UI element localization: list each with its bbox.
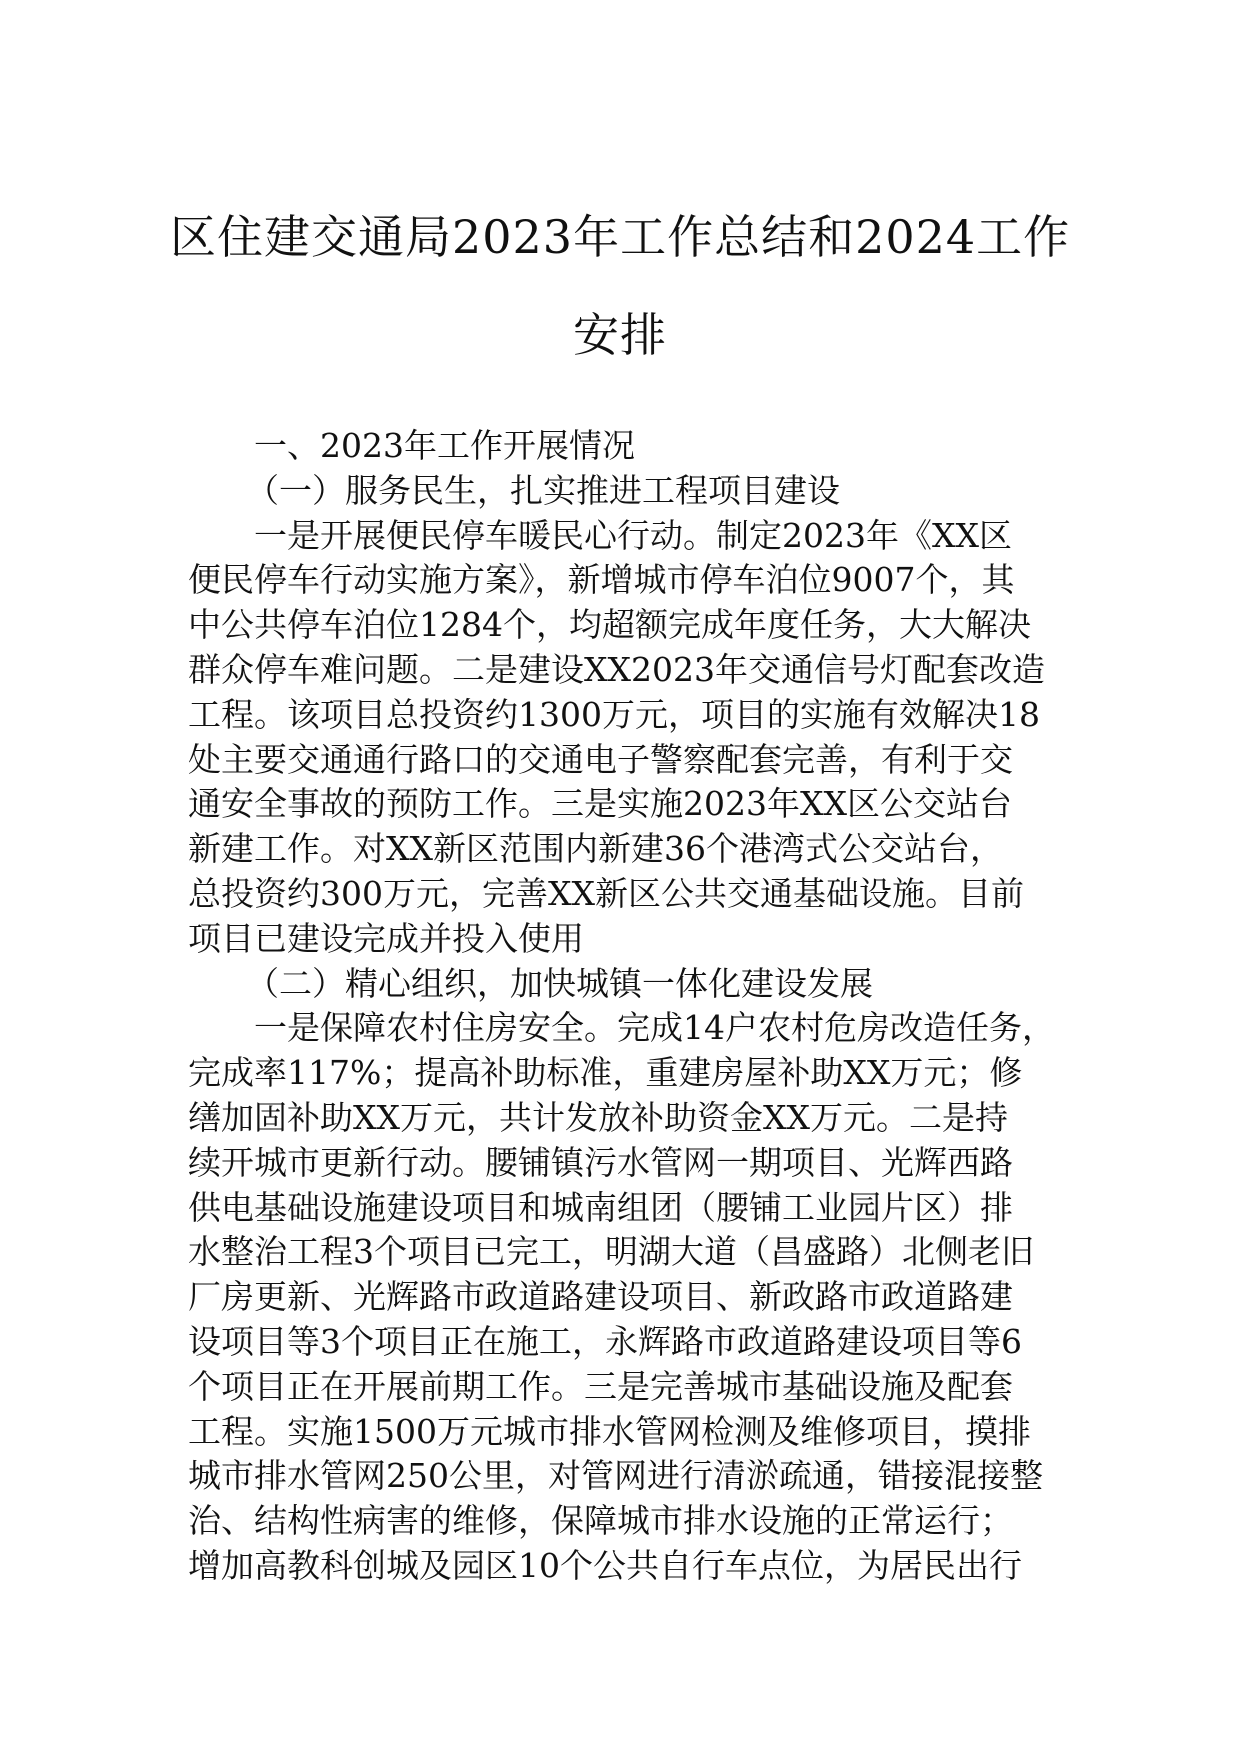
paragraph-line: 续开城市更新行动。腰铺镇污水管网一期项目、光辉西路	[188, 1142, 1013, 1182]
document-body	[188, 424, 1068, 1589]
section-heading-text: 一、2023年工作开展情况	[254, 426, 635, 465]
paragraph-line: 处主要交通通行路口的交通电子警察配套完善，有利于交	[188, 739, 1013, 779]
paragraph-line: 一是开展便民停车暖民心行动。制定2023年《XX区	[254, 515, 1012, 555]
title-line: 安排	[573, 308, 667, 362]
paragraph-line: 中公共停车泊位1284个，均超额完成年度任务，大大解决	[188, 605, 1031, 645]
paragraph-line: 群众停车难问题。二是建设XX2023年交通信号灯配套改造	[188, 649, 1045, 689]
paragraph-line: 便民停车行动实施方案》，新增城市停车泊位9007个，其	[188, 560, 1015, 600]
paragraph-line: 总投资约300万元，完善XX新区公共交通基础设施。目前	[188, 873, 1024, 913]
paragraph-line: 缮加固补助XX万元，共计发放补助资金XX万元。二是持	[188, 1097, 1008, 1137]
section-heading	[188, 424, 1068, 469]
paragraph-line: 一是保障农村住房安全。完成14户农村危房改造任务，	[254, 1008, 1055, 1048]
paragraph-line: 增加高教科创城及园区10个公共自行车点位，为居民出行	[188, 1545, 1022, 1585]
paragraph-line: 设项目等3个项目正在施工，永辉路市政道路建设项目等6	[188, 1321, 1022, 1361]
subsection-heading-text: （一）服务民生，扎实推进工程项目建设	[246, 470, 840, 510]
paragraph-line: 工程。实施1500万元城市排水管网检测及维修项目，摸排	[188, 1411, 1031, 1451]
paragraph-line: 供电基础设施建设项目和城南组团（腰铺工业园片区）排	[188, 1187, 1013, 1227]
paragraph-line: 水整治工程3个项目已完工，明湖大道（昌盛路）北侧老旧	[188, 1232, 1034, 1272]
paragraph-line: 项目已建设完成并投入使用	[188, 918, 584, 958]
paragraph-line: 新建工作。对XX新区范围内新建36个港湾式公交站台，	[188, 829, 1003, 869]
paragraph-line: 完成率117%；提高补助标准，重建房屋补助XX万元；修	[188, 1053, 1023, 1093]
paragraph-line: 城市排水管网250公里，对管网进行清淤疏通，错接混接整	[188, 1456, 1043, 1496]
paragraph-line: 工程。该项目总投资约1300万元，项目的实施有效解决18	[188, 694, 1040, 734]
paragraph-line: 治、结构性病害的维修，保障城市排水设施的正常运行；	[188, 1501, 1013, 1541]
document-title	[170, 188, 1070, 384]
paragraph	[188, 1006, 1068, 1588]
title-line: 区住建交通局2023年工作总结和2024工作	[170, 210, 1071, 264]
subsection-heading	[188, 469, 1068, 514]
paragraph	[188, 514, 1068, 962]
subsection-heading-text: （二）精心组织，加快城镇一体化建设发展	[246, 963, 873, 1003]
paragraph-line: 通安全事故的预防工作。三是实施2023年XX区公交站台	[188, 784, 1012, 824]
paragraph-line: 厂房更新、光辉路市政道路建设项目、新政路市政道路建	[188, 1277, 1013, 1317]
paragraph-line: 个项目正在开展前期工作。三是完善城市基础设施及配套	[188, 1366, 1013, 1406]
subsection-heading	[188, 962, 1068, 1007]
